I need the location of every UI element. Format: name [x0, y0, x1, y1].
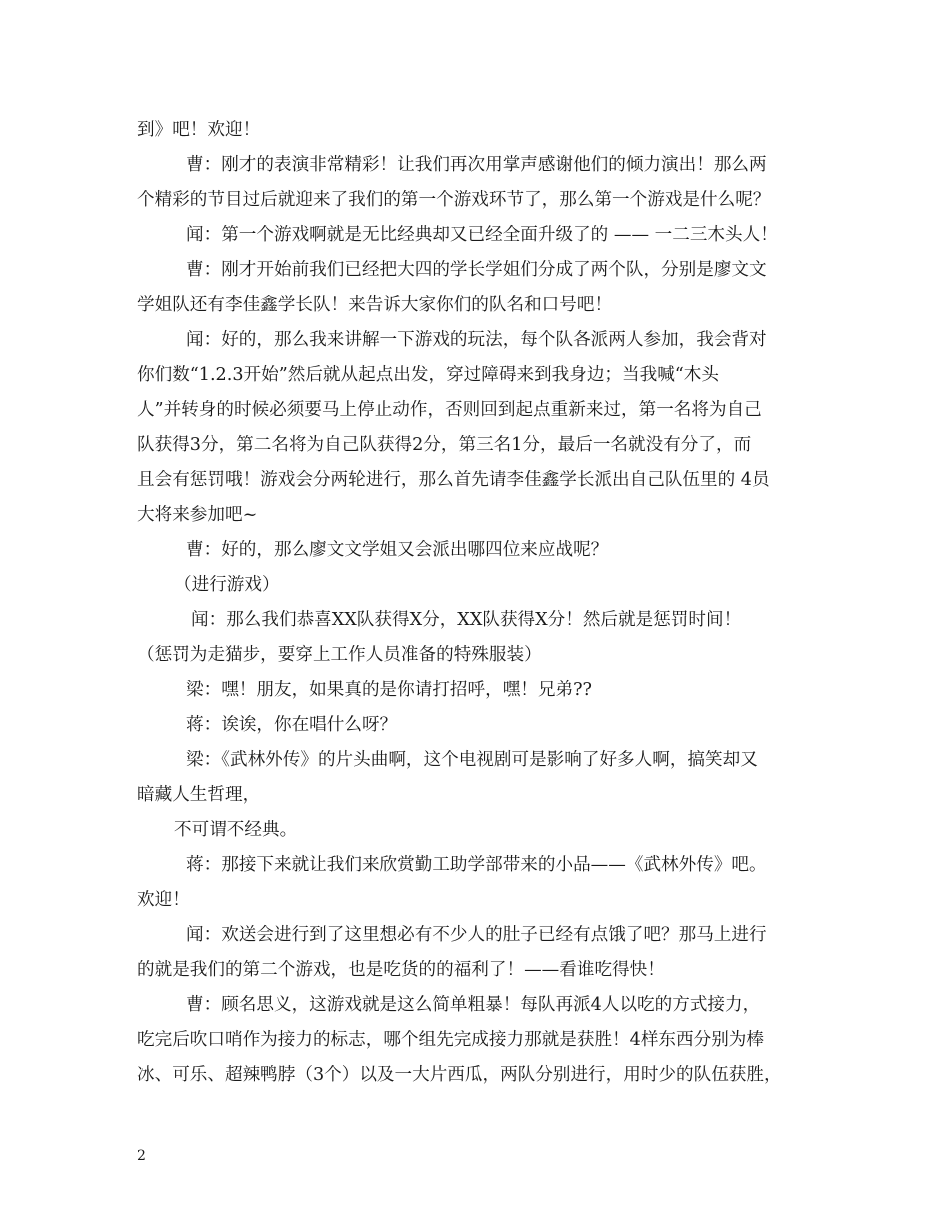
page-number: 2 — [137, 1148, 146, 1164]
text-line: 吃完后吹口哨作为接力的标志，哪个组先完成接力那就是获胜！4样东西分别为棒 — [137, 1030, 764, 1050]
text-line: 大将来参加吧~ — [137, 505, 258, 525]
text-line: 曹：好的，那么廖文文学姐又会派出哪四位来应战呢？ — [186, 540, 609, 560]
text-line: （惩罚为走猫步，要穿上工作人员准备的特殊服装） — [137, 645, 542, 665]
text-line: 欢迎！ — [137, 890, 190, 910]
text-line: 曹：顾名思义，这游戏就是这么简单粗暴！每队再派4人以吃的方式接力， — [186, 995, 761, 1015]
text-line: 梁：嘿！朋友，如果真的是你请打招呼，嘿！兄弟?? — [186, 680, 592, 700]
text-line: 曹：刚才开始前我们已经把大四的学长学姐们分成了两个队，分别是廖文文 — [186, 260, 767, 280]
text-line: 且会有惩罚哦！游戏会分两轮进行，那么首先请李佳鑫学长派出自己队伍里的 4员 — [137, 470, 770, 490]
text-line: 闻：好的，那么我来讲解一下游戏的玩法，每个队各派两人参加，我会背对 — [186, 330, 767, 350]
text-line: 的就是我们的第二个游戏，也是吃货的的福利了！——看谁吃得快！ — [137, 960, 665, 980]
text-line: 曹：刚才的表演非常精彩！让我们再次用掌声感谢他们的倾力演出！那么两 — [186, 155, 767, 175]
text-line: 你们数“1.2.3开始”然后就从起点出发，穿过障碍来到我身边；当我喊“木头 — [137, 365, 719, 385]
text-line: 暗藏人生哲理， — [137, 785, 261, 805]
text-line: 蒋：诶诶，你在唱什么呀？ — [186, 715, 398, 735]
text-line: 冰、可乐、超辣鸭脖（3个）以及一大片西瓜，两队分别进行，用时少的队伍获胜， — [137, 1065, 782, 1085]
text-line: 闻：那么我们恭喜XX队获得X分，XX队获得X分！然后就是惩罚时间！ — [191, 610, 742, 630]
text-line: 闻：欢送会进行到了这里想必有不少人的肚子已经有点饿了吧？那马上进行 — [186, 925, 767, 945]
text-line: 梁：《武林外传》的片头曲啊，这个电视剧可是影响了好多人啊，搞笑却又 — [186, 750, 758, 770]
text-line: 学姐队还有李佳鑫学长队！来告诉大家你们的队名和口号吧！ — [137, 295, 613, 315]
text-line: 蒋：那接下来就让我们来欣赏勤工助学部带来的小品——《武林外传》吧。 — [186, 855, 767, 875]
text-line: 到》吧！欢迎！ — [137, 120, 261, 140]
text-line: 人”并转身的时候必须要马上停止动作，否则回到起点重新来过，第一名将为自己 — [137, 400, 762, 420]
text-line: 个精彩的节目过后就迎来了我们的第一个游戏环节了，那么第一个游戏是什么呢？ — [137, 190, 771, 210]
text-line: 队获得3分，第二名将为自己队获得2分，第三名1分，最后一名就没有分了，而 — [137, 435, 752, 455]
text-line: 闻：第一个游戏啊就是无比经典却又已经全面升级了的 —— 一二三木头人！ — [186, 225, 778, 245]
text-line: （进行游戏） — [174, 575, 280, 595]
text-line: 不可谓不经典。 — [174, 820, 298, 840]
